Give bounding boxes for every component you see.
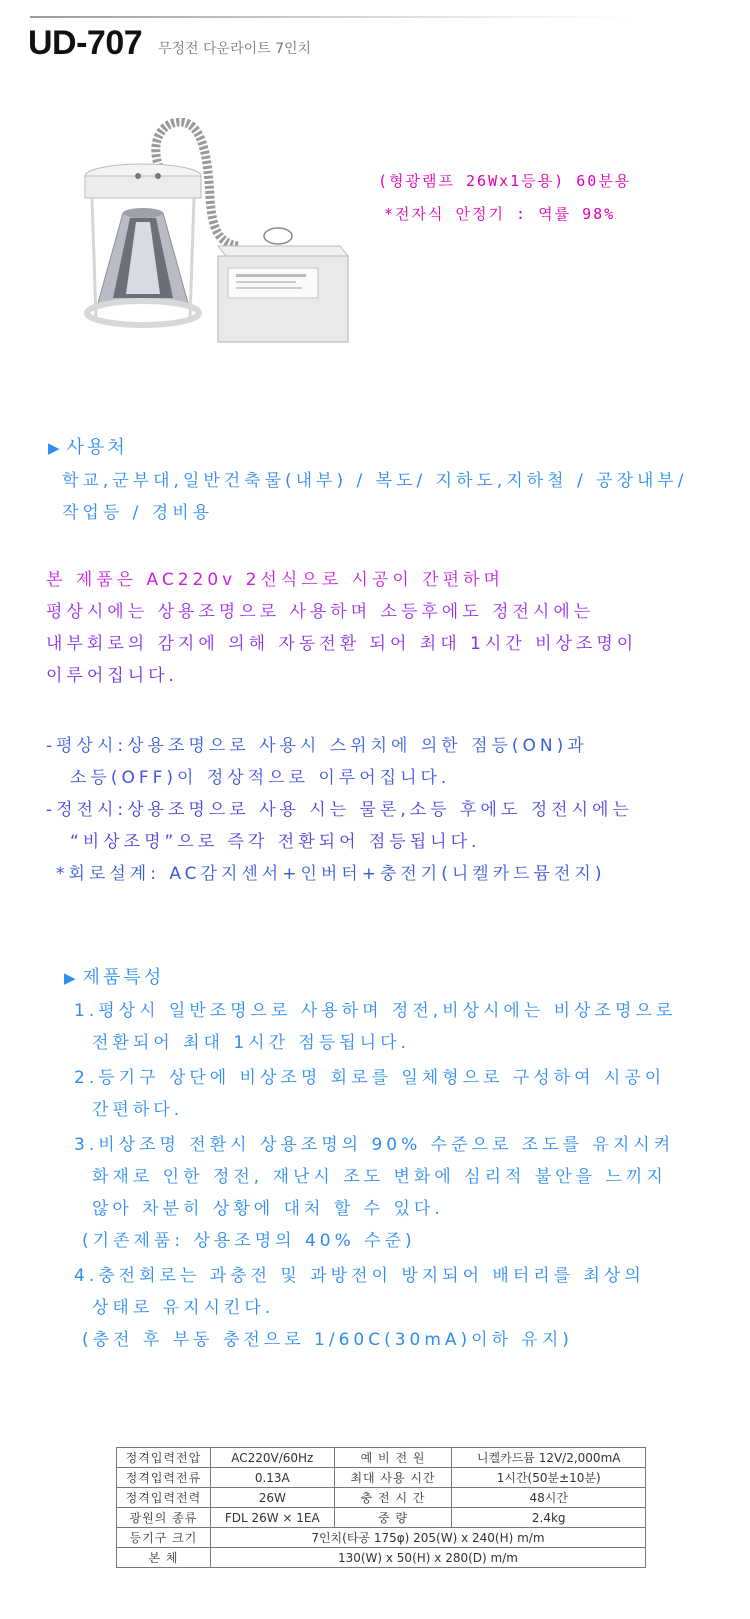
mode-line: -정전시:상용조명으로 사용 시는 물론,소등 후에도 정전시에는 [46,800,633,820]
header-divider [30,16,630,18]
table-row [117,1468,646,1488]
usage-heading [48,433,128,459]
spec-label: 예 비 전 원 [334,1448,452,1468]
circuit-design-line: *회로설계: AC감지센서+인버터+충전기(니켈카드뮴전지) [56,864,606,884]
feature-line: 1.평상시 일반조명으로 사용하며 정전,비상시에는 비상조명으로 [74,1001,677,1021]
intro-line: 이루어집니다. [46,666,178,686]
features-heading [64,963,164,989]
spec-value: FDL 26W × 1EA [210,1508,334,1528]
spec-label: 충 전 시 간 [334,1488,452,1508]
spec-label: 광원의 종류 [117,1508,211,1528]
table-row [117,1488,646,1508]
spec-value: 26W [210,1488,334,1508]
spec-label: 정격입력전압 [117,1448,211,1468]
mode-line: 소등(OFF)이 정상적으로 이루어집니다. [70,768,451,788]
table-row [117,1508,646,1528]
product-subtitle: 무정전 다운라이트 7인치 [158,41,312,57]
mode-line: -평상시:상용조명으로 사용시 스위치에 의한 점등(ON)과 [46,736,588,756]
intro-line: 본 제품은 AC220v 2선식으로 시공이 간편하며 [46,570,504,590]
usage-line: 작업등 / 경비용 [62,503,214,523]
feature-line: 않아 차분히 상황에 대처 할 수 있다. [92,1199,444,1219]
spec-label: 등기구 크기 [117,1528,211,1548]
feature-line: (기존제품: 상용조명의 40% 수준) [82,1231,416,1251]
feature-line: 간편하다. [92,1100,184,1120]
feature-line: 3.비상조명 전환시 상용조명의 90% 수준으로 조도를 유지시켜 [74,1135,675,1155]
product-photo [78,118,358,358]
spec-label: 중 량 [334,1508,452,1528]
intro-line: 내부회로의 감지에 의해 자동전환 되어 최대 1시간 비상조명이 [46,634,638,654]
spec-table [116,1447,646,1568]
spec-label: 정격입력전류 [117,1468,211,1488]
table-row [117,1548,646,1568]
spec-value: AC220V/60Hz [210,1448,334,1468]
table-row [117,1448,646,1468]
lamp-note: (형광램프 26Wx1등용) 60분용 [378,172,632,190]
spec-value: 2.4kg [452,1508,646,1528]
feature-line: 전환되어 최대 1시간 점등됩니다. [92,1033,410,1053]
usage-title: 사용처 [66,437,128,458]
spec-value: 니켈카드뮴 12V/2,000mA [452,1448,646,1468]
spec-label: 최대 사용 시간 [334,1468,452,1488]
spec-value: 1시간(50분±10분) [452,1468,646,1488]
triangle-bullet-icon: ▶ [64,969,79,987]
spec-value: 48시간 [452,1488,646,1508]
usage-line: 학교,군부대,일반건축물(내부) / 복도/ 지하도,지하철 / 공장내부/ [62,471,688,491]
ballast-note: *전자식 안정기 : 역률 98% [384,205,616,223]
intro-line: 평상시에는 상용조명으로 사용하며 소등후에도 정전시에는 [46,602,595,622]
features-title: 제품특성 [82,967,165,988]
mode-line: “비상조명”으로 즉각 전환되어 점등됩니다. [70,832,481,852]
spec-value: 0.13A [210,1468,334,1488]
spec-value: 130(W) x 50(H) x 280(D) m/m [210,1548,645,1568]
feature-line: (충전 후 부동 충전으로 1/60C(30mA)이하 유지) [82,1330,573,1350]
spec-label: 정격입력전력 [117,1488,211,1508]
table-row [117,1528,646,1548]
feature-line: 상태로 유지시킨다. [92,1298,275,1318]
spec-label: 본 체 [117,1548,211,1568]
feature-line: 2.등기구 상단에 비상조명 회로를 일체형으로 구성하여 시공이 [74,1068,666,1088]
triangle-bullet-icon: ▶ [48,439,63,457]
model-name: UD-707 [28,24,143,62]
spec-value: 7인치(타공 175φ) 205(W) x 240(H) m/m [210,1528,645,1548]
feature-line: 4.충전회로는 과충전 및 과방전이 방지되어 배터리를 최상의 [74,1266,645,1286]
feature-line: 화재로 인한 정전, 재난시 조도 변화에 심리적 불안을 느끼지 [92,1167,667,1187]
